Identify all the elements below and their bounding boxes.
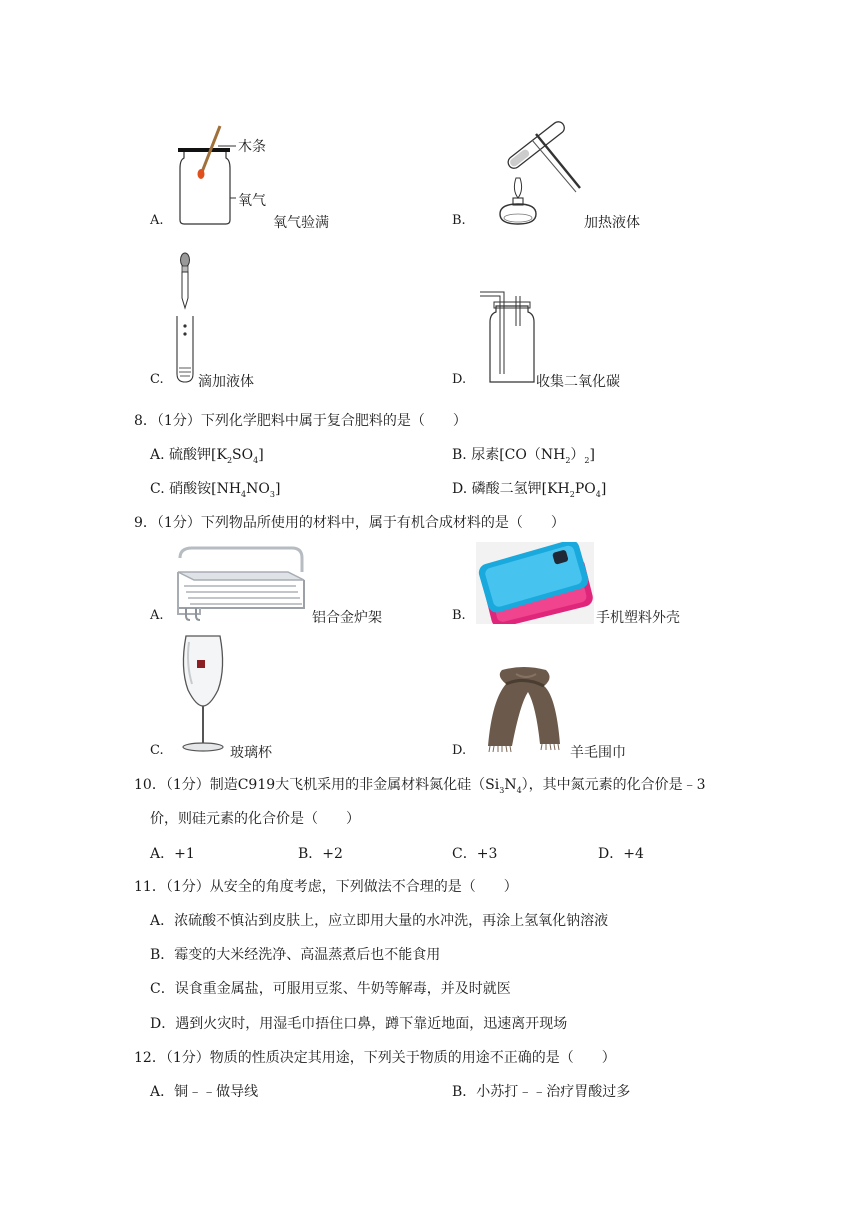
option-letter: D. (452, 481, 468, 497)
oxygen-label: 氧气 (238, 193, 266, 209)
option-letter: A. (150, 447, 165, 463)
option-letter: C. (150, 481, 165, 497)
option-letter: D. (452, 743, 467, 758)
option-letter: C. (150, 372, 164, 387)
q8-option-c: C. 硝酸铵$[NH_4NO_3]$ (150, 481, 281, 499)
q11-option-a: A．浓硫酸不慎沾到皮肤上，应立即用大量的水冲洗，再涂上氢氧化钠溶液 (150, 913, 609, 929)
option-letter: A. (150, 213, 164, 228)
question-10-stem-line1: 10．（1分）制造C919大飞机采用的非金属材料氮化硅$(Si_3N_4)$，其中氮元素的化合价是﹣3 (134, 777, 706, 795)
q11-option-b: B．霉变的大米经洗净、高温蒸煮后也不能食用 (150, 947, 441, 963)
stove-rack-image (172, 542, 308, 626)
wine-glass-image (176, 634, 230, 754)
option-letter: A. (150, 608, 164, 623)
option-letter: C. (150, 743, 164, 758)
q10-option-d: D．+4 (598, 846, 644, 862)
q12-option-a: A．铜﹣﹣做导线 (150, 1084, 259, 1100)
option-letter: B. (452, 608, 466, 623)
q8-option-b: B. 尿素$[CO(NH_2)_2]$ (452, 447, 595, 465)
wool-scarf-image (476, 664, 572, 752)
q10-option-a: A．+1 (150, 846, 195, 862)
heating-liquid-figure (476, 118, 588, 230)
option-letter: B. (452, 213, 466, 228)
option-caption: 铝合金炉架 (312, 610, 382, 626)
q8-option-a: A. 硫酸钾$[K_2SO_4]$ (150, 447, 264, 465)
q10-option-c: C．+3 (452, 846, 498, 862)
collect-gas-figure (478, 286, 538, 386)
question-8-stem: 8．（1分）下列化学肥料中属于复合肥料的是（ ） (134, 413, 467, 429)
q11-option-c: C．误食重金属盐，可服用豆浆、牛奶等解毒，并及时就医 (150, 981, 511, 997)
option-caption: 氧气验满 (273, 215, 329, 231)
q8-option-d: D. 磷酸二氢钾$[KH_2PO_4]$ (452, 481, 607, 499)
option-caption: 加热液体 (584, 215, 640, 231)
q11-option-d: D．遇到火灾时，用湿毛巾捂住口鼻，蹲下靠近地面，迅速离开现场 (150, 1016, 568, 1032)
phone-case-image (476, 542, 594, 624)
option-caption: 手机塑料外壳 (596, 610, 680, 626)
question-11-stem: 11．（1分）从安全的角度考虑，下列做法不合理的是（ ） (134, 879, 518, 895)
option-letter: D. (452, 372, 467, 387)
dropper-tube-figure (172, 250, 200, 386)
option-caption: 玻璃杯 (230, 745, 272, 761)
option-letter: B. (452, 447, 467, 463)
stick-label: 木条 (238, 139, 266, 155)
option-caption: 滴加液体 (198, 374, 254, 390)
q10-option-b: B．+2 (298, 846, 343, 862)
question-12-stem: 12．（1分）物质的性质决定其用途，下列关于物质的用途不正确的是（ ） (134, 1050, 616, 1066)
question-10-stem-line2: 价，则硅元素的化合价是（ ） (150, 811, 360, 827)
option-caption: 羊毛围巾 (570, 745, 626, 761)
question-9-stem: 9．（1分）下列物品所使用的材料中，属于有机合成材料的是（ ） (134, 515, 565, 531)
q12-option-b: B．小苏打﹣﹣治疗胃酸过多 (452, 1084, 631, 1100)
option-caption: 收集二氧化碳 (536, 374, 620, 390)
